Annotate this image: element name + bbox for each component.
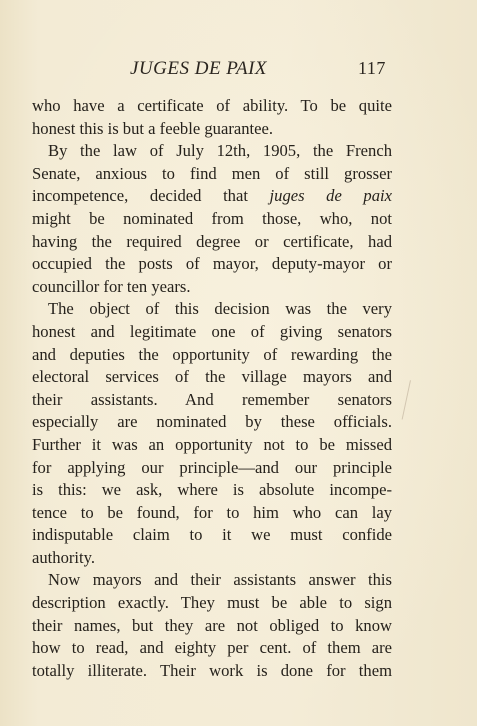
text-line: who have a certificate of ability. To be quite xyxy=(32,96,392,115)
page-header xyxy=(0,58,477,86)
text-line: for applying our principle—and our principle xyxy=(32,457,392,477)
text-line: and deputies the opportunity of rewarding the xyxy=(32,344,392,364)
text-line: Now mayors and their assistants answer this xyxy=(48,570,392,590)
text-line: is this: we ask, where is absolute incompe- xyxy=(32,480,392,500)
paragraph-4 xyxy=(32,569,392,682)
text-line: might be nominated from those, who, not xyxy=(32,208,392,228)
text-line: Senate, anxious to find men of still grosser xyxy=(32,163,392,183)
text-line: councillor for ten years. xyxy=(32,276,191,296)
italic-term: juges de paix xyxy=(269,186,392,206)
text-line: honest and legitimate one of giving senators xyxy=(32,321,392,341)
running-head: JUGES DE PAIX xyxy=(130,58,268,79)
text-line: description exactly. They must be able to sign xyxy=(32,593,392,613)
page-number: 117 xyxy=(358,58,386,78)
text-line: authority. xyxy=(32,547,95,567)
text-line: their assistants. And remember senators xyxy=(32,389,392,409)
text-line: their names, but they are not obliged to know xyxy=(32,615,392,635)
paragraph-3 xyxy=(32,298,392,569)
text-line: especially are nominated by these officials. xyxy=(32,412,392,432)
text-line: electoral services of the village mayors and xyxy=(32,367,392,387)
text-fragment: incompetence, decided that xyxy=(32,186,248,206)
paragraph-1 xyxy=(32,95,392,140)
body-text xyxy=(32,95,392,682)
text-line: how to read, and eighty per cent. of them are xyxy=(32,638,392,658)
text-line: Further it was an opportunity not to be missed xyxy=(32,434,392,454)
text-line-with-italic xyxy=(32,185,392,208)
text-line: tence to be found, for to him who can lay xyxy=(32,502,392,522)
text-line: having the required degree or certificate, had xyxy=(32,231,392,251)
paragraph-2 xyxy=(32,140,392,298)
text-line: honest this is but a feeble guarantee. xyxy=(32,118,273,138)
text-line: occupied the posts of mayor, deputy-mayor or xyxy=(32,254,392,274)
text-line: The object of this decision was the very xyxy=(48,299,392,319)
text-line: indisputable claim to it we must confide xyxy=(32,525,392,545)
text-line: totally illiterate. Their work is done for them xyxy=(32,660,392,680)
text-line: By the law of July 12th, 1905, the French xyxy=(48,141,392,161)
